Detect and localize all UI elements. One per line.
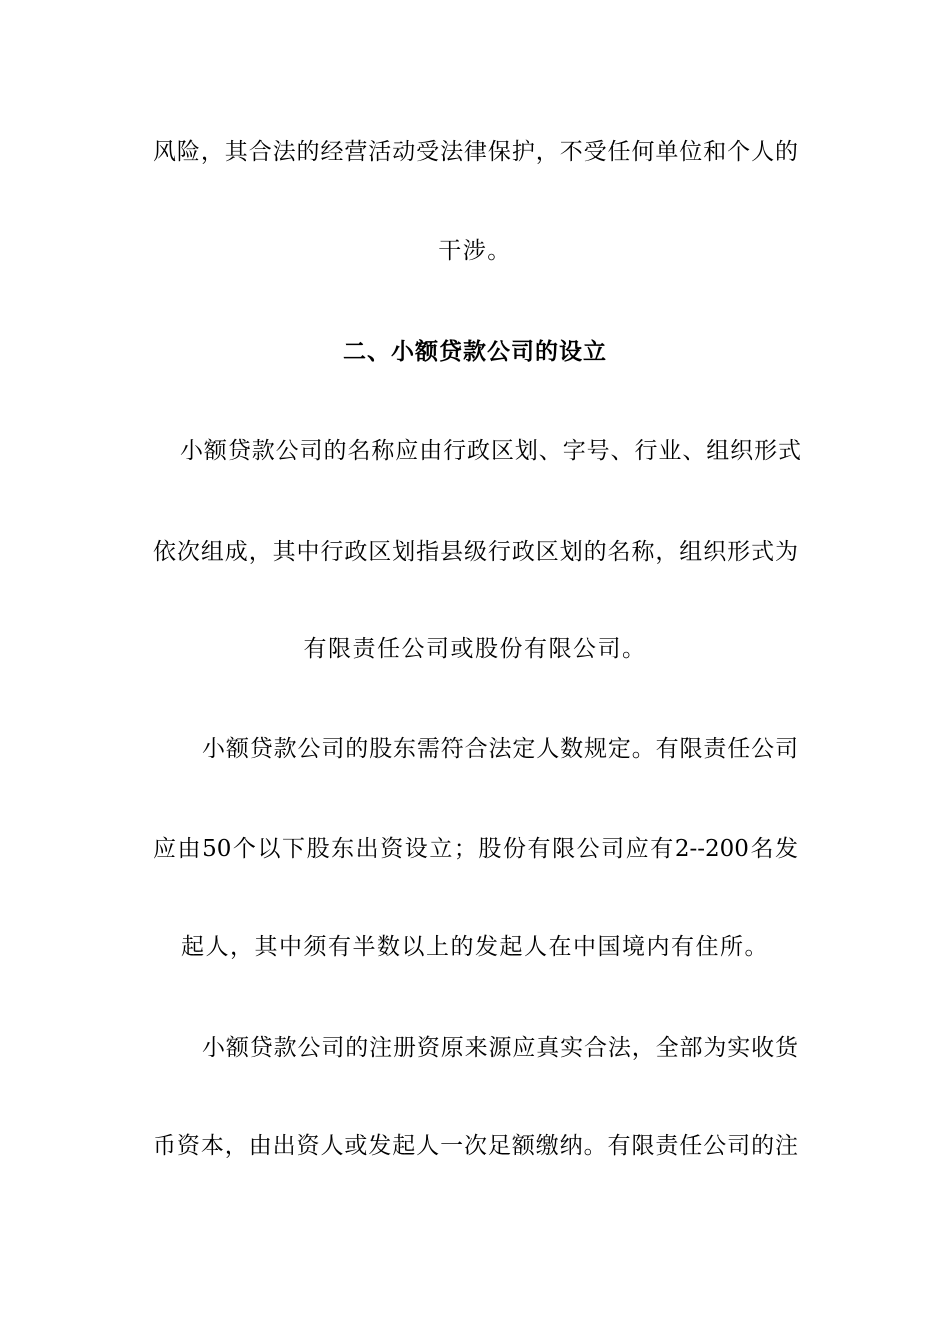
paragraph-line: 小额贷款公司的股东需符合法定人数规定。有限责任公司	[202, 736, 798, 762]
paragraph-line: 币资本，由出资人或发起人一次足额缴纳。有限责任公司的注	[153, 1133, 798, 1159]
paragraph-line: 起人，其中须有半数以上的发起人在中国境内有住所。	[181, 934, 769, 960]
paragraph-line: 有限责任公司或股份有限公司。	[303, 636, 647, 662]
paragraph-line: 小额贷款公司的名称应由行政区划、字号、行业、组织形式	[180, 438, 801, 464]
paragraph-line: 应由50个以下股东出资设立；股份有限公司应有2--200名发	[153, 836, 798, 862]
paragraph-line: 小额贷款公司的注册资原来源应真实合法，全部为实收货	[202, 1035, 798, 1061]
paragraph-line: 风险，其合法的经营活动受法律保护，不受任何单位和个人的	[153, 139, 798, 165]
section-heading: 二、小额贷款公司的设立	[343, 338, 607, 365]
paragraph-line: 依次组成，其中行政区划指县级行政区划的名称，组织形式为	[153, 539, 798, 565]
paragraph-line: 干涉。	[438, 238, 512, 264]
